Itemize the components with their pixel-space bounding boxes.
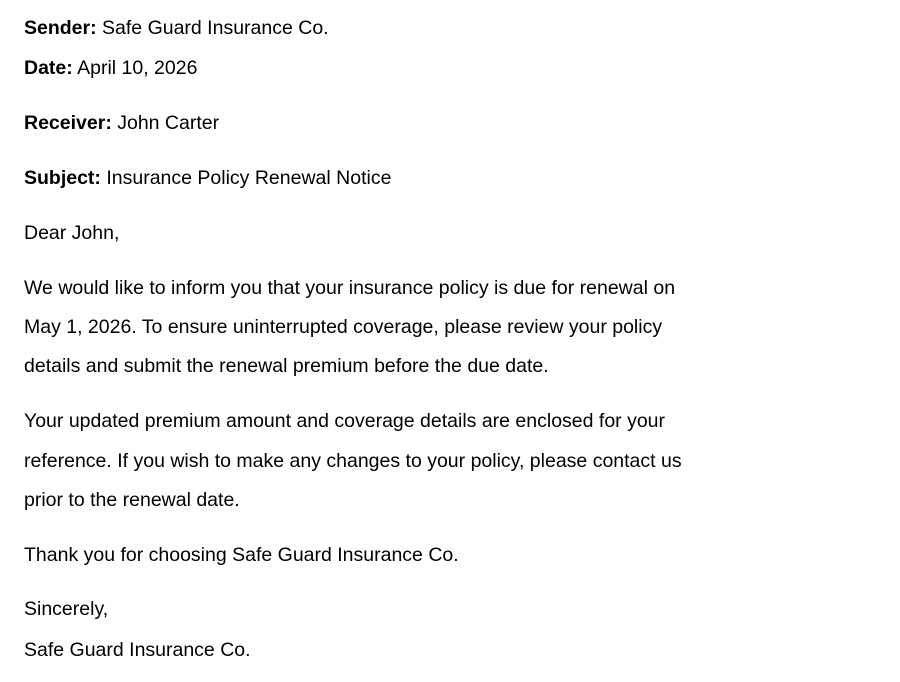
paragraph1-line: May 1, 2026. To ensure uninterrupted coverage, please review your policy: [24, 316, 663, 338]
paragraph2-line: Your updated premium amount and coverage details are enclosed for your: [24, 410, 666, 432]
sender-label: Sender:: [24, 17, 97, 39]
receiver-value: John Carter: [117, 112, 220, 134]
date-value: April 10, 2026: [77, 57, 198, 79]
paragraph1-line: We would like to inform you that your insurance policy is due for renewal on: [24, 277, 676, 299]
paragraph2-line: reference. If you wish to make any changes to your policy, please contact us: [24, 450, 682, 472]
sender-line: [24, 16, 329, 40]
subject-value: Insurance Policy Renewal Notice: [106, 167, 392, 189]
receiver-label: Receiver:: [24, 112, 112, 134]
subject-label: Subject:: [24, 167, 101, 189]
paragraph2-line: prior to the renewal date.: [24, 489, 240, 511]
valediction: Sincerely,: [24, 598, 109, 620]
receiver-line: [24, 111, 219, 135]
date-line: [24, 56, 197, 80]
date-label: Date:: [24, 57, 73, 79]
subject-line: [24, 166, 391, 190]
greeting: Dear John,: [24, 222, 120, 244]
paragraph1-line: details and submit the renewal premium before the due date.: [24, 355, 549, 377]
signature: Safe Guard Insurance Co.: [24, 639, 251, 661]
sender-value: Safe Guard Insurance Co.: [102, 17, 329, 39]
thanks-line: Thank you for choosing Safe Guard Insurance Co.: [24, 544, 459, 566]
